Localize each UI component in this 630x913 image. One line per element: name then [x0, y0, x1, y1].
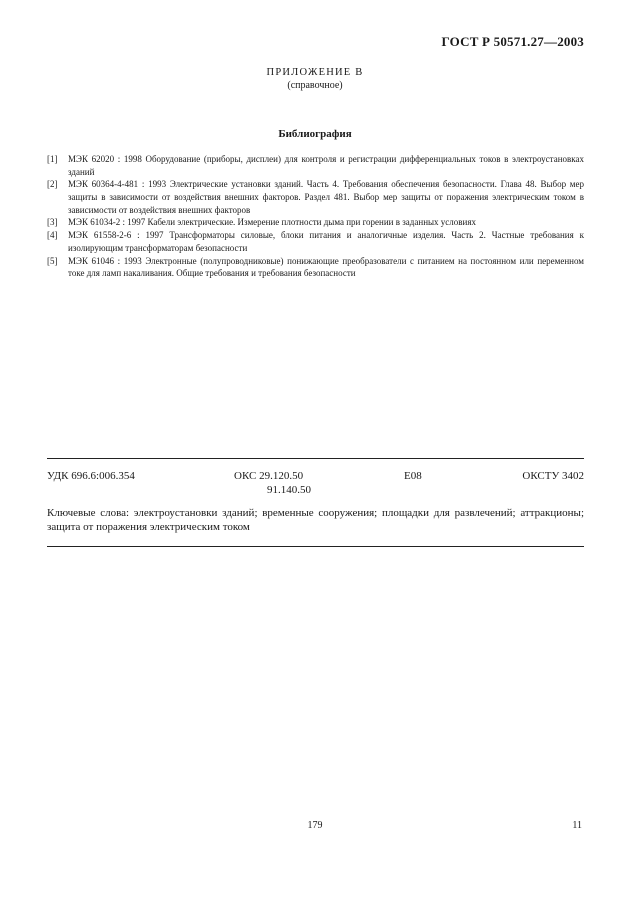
top-divider: [47, 458, 584, 459]
bibliography-title: Библиография: [278, 128, 352, 140]
udk-code: УДК 696.6:006.354: [47, 470, 135, 482]
bibliography-item-number: [2]: [47, 179, 58, 190]
bibliography-item-number: [4]: [47, 230, 58, 241]
sheet-number: 11: [572, 820, 582, 831]
okstu-code: ОКСТУ 3402: [522, 470, 584, 482]
keywords: Ключевые слова: электроустановки зданий; временные сооружения; площадки для развлечений; аттракционы; защита от поражения электрическим током: [47, 507, 584, 533]
bibliography-item-number: [1]: [47, 154, 58, 164]
bibliography-item-number: [5]: [47, 255, 58, 266]
page-number: 179: [307, 820, 323, 831]
bibliography-item-text: МЭК 62020 : 1998 Оборудование (приборы, дисплеи) для контроля и регистрации дифференциальных токов в электроустановках зданий: [68, 154, 584, 177]
bottom-divider: [47, 546, 584, 547]
bibliography-item: [47, 178, 584, 216]
appendix-title: ПРИЛОЖЕНИЕ В: [266, 67, 364, 78]
oks-code: ОКС 29.120.50: [234, 470, 304, 482]
bibliography-item-text: МЭК 61558-2-6 : 1997 Трансформаторы силовые, блоки питания и аналогичные изделия. Часть 2. Частные требования к изолирующим трансформаторам безопасности: [68, 230, 584, 253]
bibliography-item: [47, 255, 584, 280]
bibliography-item-number: [3]: [47, 217, 58, 228]
classification-row: [47, 470, 584, 500]
bibliography-list: [47, 153, 584, 280]
appendix-subtitle: (справочное): [287, 80, 343, 91]
bibliography-item: [47, 229, 584, 254]
oks-code-secondary: 91.140.50: [267, 484, 311, 496]
bibliography-item: [47, 216, 584, 229]
bibliography-item-text: МЭК 61034-2 : 1997 Кабели электрические. Измерение плотности дыма при горении в заданных условиях: [68, 217, 476, 228]
classification-group-code: Е08: [404, 470, 422, 482]
bibliography-item: [47, 153, 584, 178]
bibliography-item-text: МЭК 60364-4-481 : 1993 Электрические установки зданий. Часть 4. Требования обеспечения безопасности. Глава 48. Выбор мер защиты в зависимости от воздействия внешних факторов. Раздел 481. Выбор мер защиты от поражения электрическим током в зависимости от воздействия внешних факторов: [68, 179, 584, 215]
document-id-header: ГОСТ Р 50571.27—2003: [441, 34, 584, 49]
bibliography-item-text: МЭК 61046 : 1993 Электронные (полупроводниковые) понижающие преобразователи с питанием на постоянном или переменном токе для ламп накаливания. Общие требования и требования безопасности: [68, 255, 584, 279]
